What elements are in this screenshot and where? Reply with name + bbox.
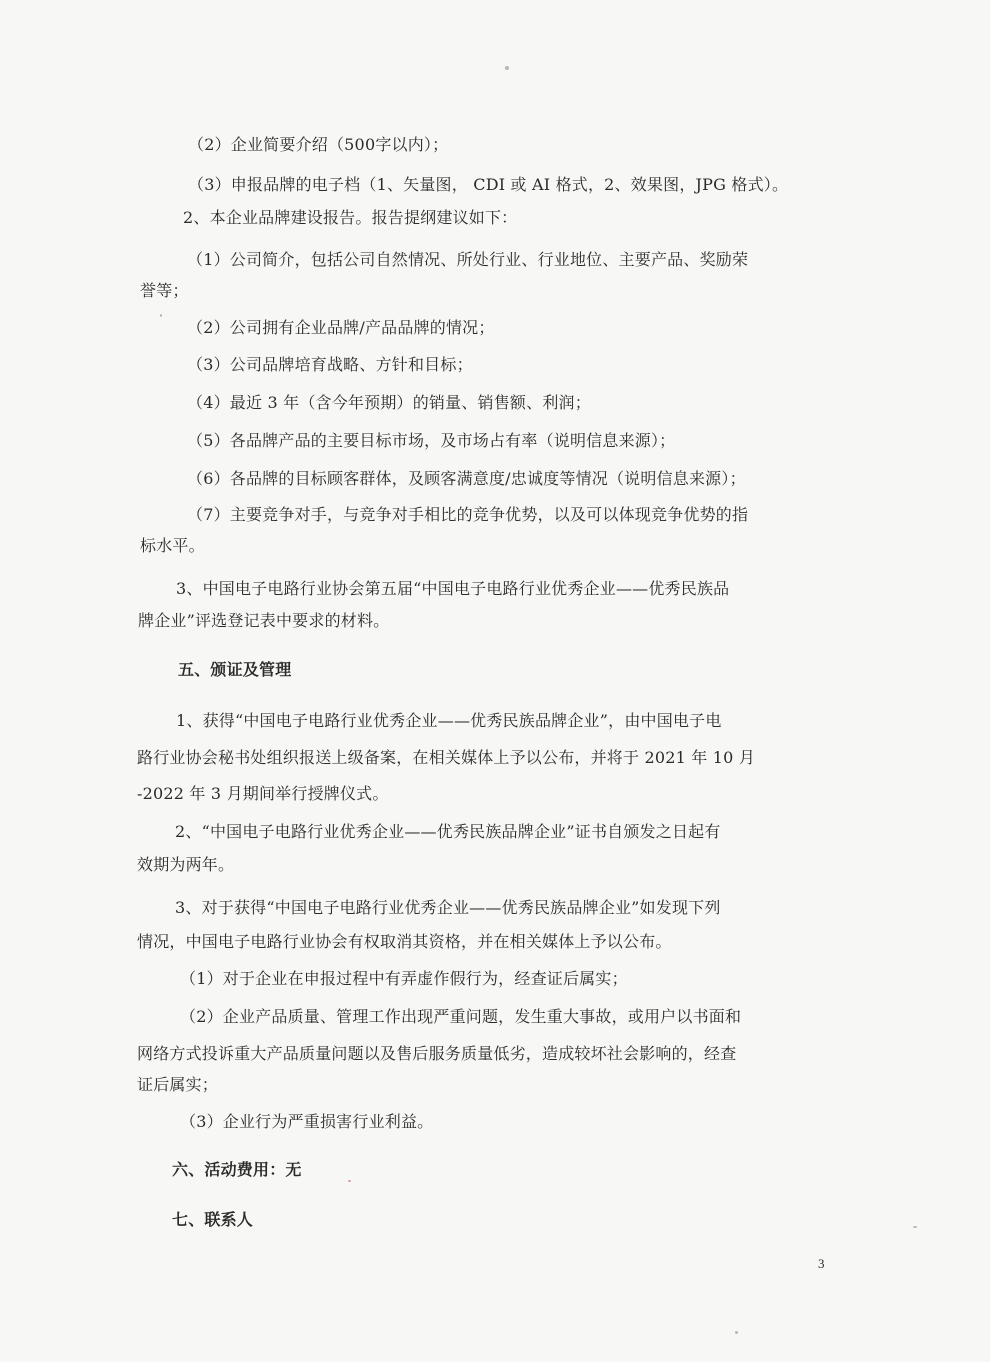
text-line: （2）公司拥有企业品牌/产品品牌的情况；	[187, 318, 495, 337]
text-line: 1、获得“中国电子电路行业优秀企业——优秀民族品牌企业”，由中国电子电	[176, 711, 722, 730]
text-line: （2）企业产品质量、管理工作出现严重问题，发生重大事故，或用户以书面和	[180, 1007, 742, 1026]
scan-speck	[913, 1226, 917, 1228]
section-heading: 五、颁证及管理	[178, 660, 292, 679]
page-number: 3	[818, 1256, 825, 1271]
text-line: 3、中国电子电路行业协会第五届“中国电子电路行业优秀企业——优秀民族品	[176, 579, 730, 598]
text-line: 标水平。	[140, 536, 205, 555]
text-line: （3）企业行为严重损害行业利益。	[180, 1112, 434, 1131]
text-line: 证后属实；	[137, 1075, 219, 1094]
text-line: 效期为两年。	[137, 855, 235, 874]
text-line: （3）申报品牌的电子档（1、矢量图， CDI 或 AI 格式，2、效果图，JPG 格式）。	[188, 175, 789, 194]
section-heading: 六、活动费用：无	[172, 1160, 302, 1179]
text-line: 誉等；	[140, 281, 189, 300]
text-line: 网络方式投诉重大产品质量问题以及售后服务质量低劣，造成较坏社会影响的，经查	[137, 1044, 737, 1063]
text-line: 路行业协会秘书处组织报送上级备案，在相关媒体上予以公布，并将于 2021 年 10 月	[137, 748, 756, 767]
text-line: 3、对于获得“中国电子电路行业优秀企业——优秀民族品牌企业”如发现下列	[175, 898, 721, 917]
scan-speck	[735, 1331, 738, 1334]
text-line: （3）公司品牌培育战略、方针和目标；	[187, 355, 473, 374]
text-line: （7）主要竞争对手，与竞争对手相比的竞争优势，以及可以体现竞争优势的指	[187, 505, 749, 524]
text-line: （4）最近 3 年（含今年预期）的销量、销售额、利润；	[187, 393, 591, 412]
text-line: 情况，中国电子电路行业协会有权取消其资格，并在相关媒体上予以公布。	[137, 932, 672, 951]
section-heading: 七、联系人	[172, 1210, 254, 1229]
text-line: 2、本企业品牌建设报告。报告提纲建议如下：	[183, 208, 518, 227]
text-line: （5）各品牌产品的主要目标市场，及市场占有率（说明信息来源）；	[187, 431, 676, 450]
text-line: （6）各品牌的目标顾客群体，及顾客满意度/忠诚度等情况（说明信息来源）；	[187, 469, 746, 488]
text-line: -2022 年 3 月期间举行授牌仪式。	[137, 784, 389, 803]
text-line: （1）公司简介，包括公司自然情况、所处行业、行业地位、主要产品、奖励荣	[187, 250, 749, 269]
scan-speck	[348, 1180, 351, 1182]
scan-speck	[505, 66, 509, 70]
scan-speck	[160, 314, 162, 317]
text-line: 牌企业”评选登记表中要求的材料。	[138, 611, 390, 630]
text-line: 2、“中国电子电路行业优秀企业——优秀民族品牌企业”证书自颁发之日起有	[175, 822, 721, 841]
text-line: （2）企业简要介绍（500字以内）；	[188, 135, 449, 154]
text-line: （1）对于企业在申报过程中有弄虚作假行为，经查证后属实；	[180, 969, 628, 988]
